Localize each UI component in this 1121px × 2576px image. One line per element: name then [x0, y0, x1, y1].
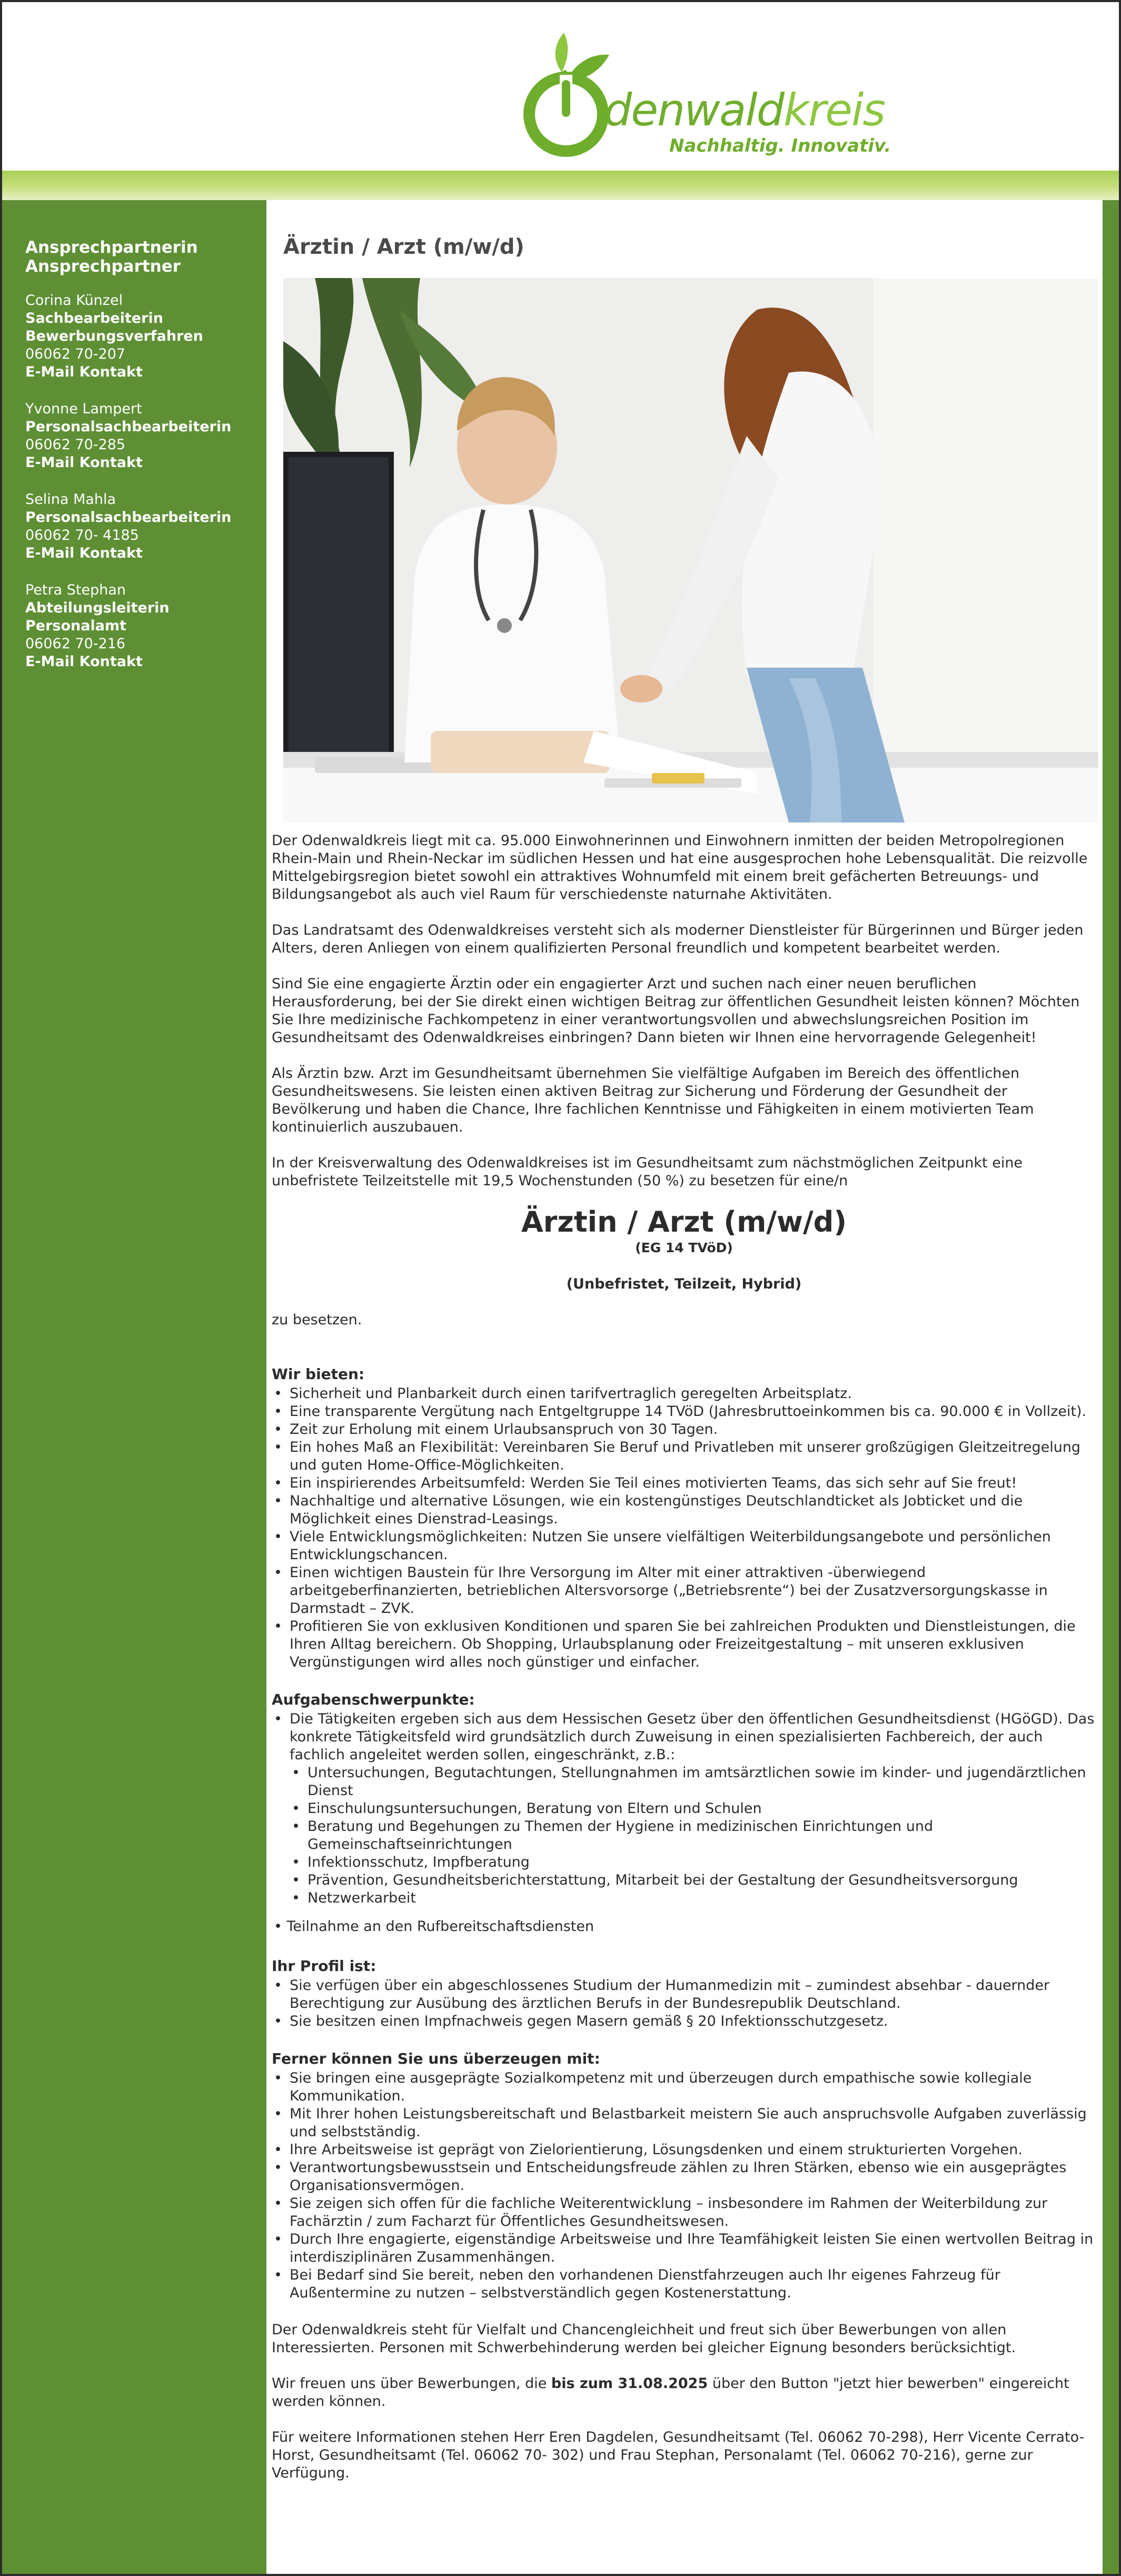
list-item: • Mit Ihrer hohen Leistungsbereitschaft und Belastbarkeit meistern Sie auch anspruchsvolle Aufgaben zuverlässig und selbstständig. — [272, 2105, 1096, 2141]
list-item: • Sie besitzen einen Impfnachweis gegen Masern gemäß § 20 Infektionsschutzgesetz. — [272, 2013, 1096, 2030]
list-item: • Sie zeigen sich offen für die fachliche Weiterentwicklung – insbesondere im Rahmen der Weiterbildung zur Fachärztin / zum Facharzt für Öffentliches Gesundheitswesen. — [272, 2195, 1096, 2231]
contact-email-link[interactable]: E-Mail Kontakt — [25, 364, 143, 380]
info-paragraph: Für weitere Informationen stehen Herr Eren Dagdelen, Gesundheitsamt (Tel. 06062 70-298), Herr Vicente Cerrato-Horst, Gesundheitsamt (Tel. 06062 70- 302) und Frau Stephan, Personalamt (Tel. 06062 70-216), gerne zur Verfügung. — [272, 2429, 1085, 2481]
list-item: • Einen wichtigen Baustein für Ihre Versorgung im Alter mit einer attraktiven -überwiegend arbeitgeberfinanzierten, betrieblichen Altersvorsorge („Betriebsrente“) bei der Zusatzversorgungskasse in Darmstadt – ZVK. — [272, 1564, 1096, 1618]
contact-name: Yvonne Lampert — [25, 401, 142, 417]
list-item: • Ein inspirierendes Arbeitsumfeld: Werden Sie Teil eines motivierten Teams, das sich sehr auf Sie freut! — [272, 1474, 1096, 1492]
list-item: • Ein hohes Maß an Flexibilität: Vereinbaren Sie Beruf und Privatleben mit unserer großzügigen Gleitzeitregelung und guten Home-Office-Möglichkeiten. — [272, 1439, 1096, 1474]
list-item: • Sie bringen eine ausgeprägte Sozialkompetenz mit und überzeugen durch empathische sowie kollegiale Kommunikation. — [272, 2069, 1096, 2105]
deadline-date: bis zum 31.08.2025 — [551, 2375, 708, 2392]
list-item: • Sicherheit und Planbarkeit durch einen tarifvertraglich geregelten Arbeitsplatz. — [272, 1385, 1096, 1403]
contact-name: Corina Künzel — [25, 292, 123, 309]
ferner-heading: Ferner können Sie uns überzeugen mit: — [272, 2050, 600, 2067]
list-item: • Sie verfügen über ein abgeschlossenes Studium der Humanmedizin mit – zumindest absehbar - dauernder Berechtigung zur Ausübung des ärztlichen Berufs in der Bundesrepublik Deutschland. — [272, 1977, 1096, 2013]
list-item: • Beratung und Begehungen zu Themen der Hygiene in medizinischen Einrichtungen und Gemeinschaftseinrichtungen — [290, 1818, 1096, 1854]
job-photo — [283, 278, 1098, 823]
contact-phone: 06062 70-285 — [25, 437, 126, 453]
list-item: • Infektionsschutz, Impfberatung — [290, 1854, 1096, 1871]
wir-bieten-list — [272, 1385, 1096, 1671]
job-body — [272, 832, 1096, 2482]
profil-heading: Ihr Profil ist: — [272, 1957, 376, 1975]
contact-card — [25, 491, 257, 562]
profil-list — [272, 1977, 1096, 2030]
contact-card — [25, 581, 257, 671]
list-item: • Ihre Arbeitsweise ist geprägt von Zielorientierung, Lösungsdenken und einem strukturierten Vorgehen. — [272, 2141, 1096, 2159]
intro-paragraph: Sind Sie eine engagierte Ärztin oder ein engagierter Arzt und suchen nach einer neuen beruflichen Herausforderung, bei der Sie direkt einen wichtigen Beitrag zur öffentlichen Gesundheit leisten können? Möchten Sie Ihre medizinische Fachkompetenz in einer verantwortungsvollen und abwechslungsreichen Position im Gesundheitsamt des Odenwaldkreises einbringen? Dann bieten wir Ihnen eine hervorragende Gelegenheit! — [272, 976, 1080, 1046]
aufgaben-list — [272, 1710, 1096, 1907]
job-heading: Ärztin / Arzt (m/w/d) — [283, 235, 524, 259]
logo-tagline: Nachhaltig. Innovativ. — [669, 135, 891, 156]
contact-name: Petra Stephan — [25, 582, 126, 598]
contact-role: Personalsachbearbeiterin — [25, 509, 232, 526]
intro-paragraph: Das Landratsamt des Odenwaldkreises versteht sich als moderner Dienstleister für Bürgerinnen und Bürger jeden Alters, deren Anliegen von einem qualifizierten Personal freundlich und kompetent bearbeitet werden. — [272, 922, 1084, 956]
contact-phone: 06062 70- 4185 — [25, 527, 139, 543]
contact-role: Abteilungsleiterin — [25, 600, 170, 616]
pay-grade: (EG 14 TVöD) — [635, 1240, 733, 1255]
contact-role: Personalsachbearbeiterin — [25, 419, 232, 435]
aufgaben-sub-list — [290, 1764, 1096, 1907]
contact-role: Bewerbungsverfahren — [25, 328, 203, 344]
list-item: • Einschulungsuntersuchungen, Beratung von Eltern und Schulen — [290, 1800, 1096, 1818]
list-item: • Untersuchungen, Begutachtungen, Stellungnahmen im amtsärztlichen sowie im kinder- und jugendärztlichen Dienst — [290, 1764, 1096, 1800]
contact-phone: 06062 70-216 — [25, 636, 126, 652]
contact-phone: 06062 70-207 — [25, 346, 126, 362]
diversity-paragraph: Der Odenwaldkreis steht für Vielfalt und Chancengleichheit und freut sich über Bewerbungen von allen Interessierten. Personen mit Schwerbehinderung werden bei gleicher Eignung besonders berücksichtigt. — [272, 2322, 1016, 2356]
list-item: • Netzwerkarbeit — [290, 1889, 1096, 1907]
list-item: • Eine transparente Vergütung nach Entgeltgruppe 14 TVöD (Jahresbruttoeinkommen bis ca. 90.000 € in Vollzeit). — [272, 1403, 1096, 1421]
contact-name: Selina Mahla — [25, 491, 116, 508]
sidebar-heading: Ansprechpartnerin Ansprechpartner — [25, 238, 198, 276]
contact-email-link[interactable]: E-Mail Kontakt — [25, 454, 143, 471]
aufgaben-extra-item: • Teilnahme an den Rufbereitschaftsdiensten — [274, 1918, 594, 1935]
intro-paragraph: Als Ärztin bzw. Arzt im Gesundheitsamt übernehmen Sie vielfältige Aufgaben im Bereich des öffentlichen Gesundheitswesens. Sie leisten einen aktiven Beitrag zur Sicherung und Förderung der Gesundheit der Bevölkerung und haben die Chance, Ihre fachlichen Kenntnisse und Fähigkeiten in einem motivierten Team kontinuierlich auszubauen. — [272, 1065, 1034, 1135]
position-title: Ärztin / Arzt (m/w/d) — [521, 1205, 847, 1239]
aufgaben-heading: Aufgabenschwerpunkte: — [272, 1691, 475, 1708]
contact-role: Personalamt — [25, 618, 126, 634]
list-item: • Prävention, Gesundheitsberichterstattung, Mitarbeit bei der Gestaltung der Gesundheitsversorgung — [290, 1871, 1096, 1889]
contact-email-link[interactable]: E-Mail Kontakt — [25, 545, 143, 561]
list-item: • Bei Bedarf sind Sie bereit, neben den vorhandenen Dienstfahrzeugen auch Ihr eigenes Fahrzeug für Außentermine zu nutzen – selbstverständlich gegen Kostenerstattung. — [272, 2266, 1096, 2302]
list-item: • Durch Ihre engagierte, eigenständige Arbeitsweise und Ihre Teamfähigkeit leisten Sie einen wertvollen Beitrag in interdisziplinären Zusammenhängen. — [272, 2231, 1096, 2266]
header-green-band — [2, 171, 1119, 200]
logo-wordmark: denwaldkreis — [604, 84, 885, 136]
ferner-list — [272, 2069, 1096, 2302]
wir-bieten-heading: Wir bieten: — [272, 1365, 365, 1383]
deadline-paragraph: Wir freuen uns über Bewerbungen, die bis zum 31.08.2025 über den Button "jetzt hier bewerben" eingereicht werden können. — [272, 2375, 1069, 2410]
odenwaldkreis-logo[interactable] — [515, 22, 891, 164]
list-item: • Viele Entwicklungsmöglichkeiten: Nutzen Sie unsere vielfältigen Weiterbildungsangebote und persönlichen Entwicklungschancen. — [272, 1528, 1096, 1564]
doctor-consultation-image — [283, 278, 1098, 823]
zu-besetzen-text: zu besetzen. — [272, 1312, 362, 1328]
aufgaben-main-text: Die Tätigkeiten ergeben sich aus dem Hessischen Gesetz über den öffentlichen Gesundheitsdienst (HGöGD). Das konkrete Tätigkeitsfeld wird grundsätzlich durch Zuweisung in einen spezialisierten Fachbereich, der auch fachlich angeleitet werden sollen, eingeschränkt, z.B.: — [290, 1711, 1095, 1763]
list-item: • Verantwortungsbewusstsein und Entscheidungsfreude zählen zu Ihren Stärken, ebenso wie ein ausgeprägtes Organisationsvermögen. — [272, 2159, 1096, 2195]
contact-card — [25, 292, 257, 381]
contact-email-link[interactable]: E-Mail Kontakt — [25, 653, 143, 670]
contact-role: Sachbearbeiterin — [25, 310, 163, 326]
list-item: • Nachhaltige und alternative Lösungen, wie ein kostengünstiges Deutschlandticket als Jobticket und die Möglichkeit eines Dienstrad-Leasings. — [272, 1492, 1096, 1528]
page-header — [2, 2, 1119, 171]
contact-card — [25, 400, 257, 472]
contact-sidebar — [25, 238, 257, 690]
intro-paragraph: In der Kreisverwaltung des Odenwaldkreises ist im Gesundheitsamt zum nächstmöglichen Zeitpunkt eine unbefristete Teilzeitstelle mit 19,5 Wochenstunden (50 %) zu besetzen für eine/n — [272, 1155, 1023, 1189]
intro-paragraph: Der Odenwaldkreis liegt mit ca. 95.000 Einwohnerinnen und Einwohnern inmitten der beiden Metropolregionen Rhein-Main und Rhein-Neckar im südlichen Hessen und hat eine ausgesprochen hohe Lebensqualität. Die reizvolle Mittelgebirgsregion bietet sowohl ein attraktives Wohnumfeld mit einem breit gefächerten Betreuungs- und Bildungsangebot als auch viel Raum für verschiedenste naturnahe Aktivitäten. — [272, 833, 1088, 903]
job-posting — [266, 200, 1103, 2574]
list-item: • Zeit zur Erholung mit einem Urlaubsanspruch von 30 Tagen. — [272, 1421, 1096, 1439]
list-item — [272, 1710, 1096, 1907]
position-type: (Unbefristet, Teilzeit, Hybrid) — [566, 1276, 802, 1292]
list-item: • Profitieren Sie von exklusiven Konditionen und sparen Sie bei zahlreichen Produkten und Dienstleistungen, die Ihren Alltag bereichern. Ob Shopping, Urlaubsplanung oder Freizeitgestaltung – mit unseren exklusiven Vergünstigungen wird alles noch günstiger und einfacher. — [272, 1618, 1096, 1671]
